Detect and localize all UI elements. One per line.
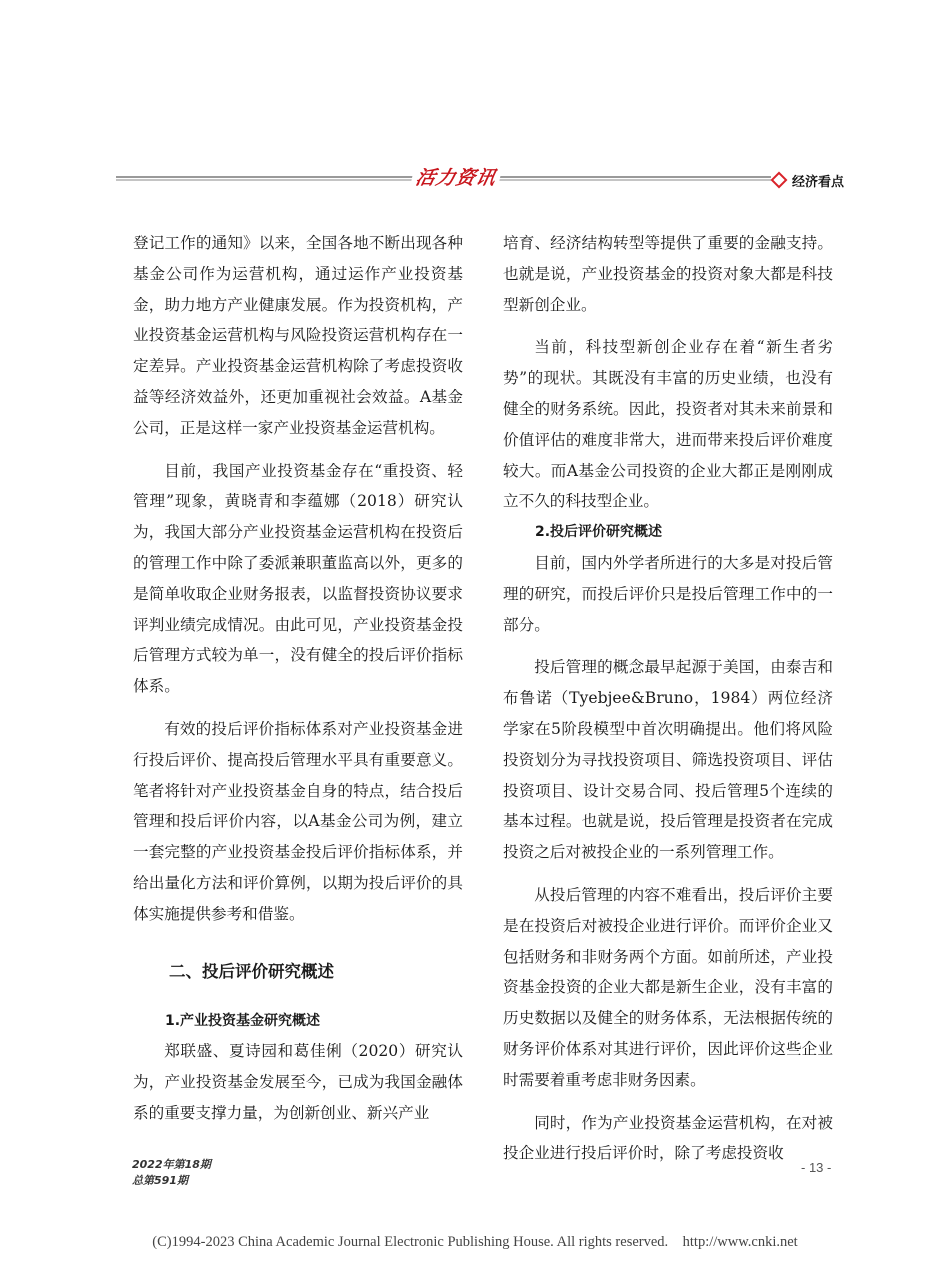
- issue-info: [132, 1157, 211, 1189]
- section-heading: 二、投后评价研究概述: [169, 961, 334, 981]
- copyright-notice: (C)1994-2023 China Academic Journal Electronic Publishing House. All rights reserved. http://www.cnki.net: [152, 1234, 798, 1250]
- paragraph: 投后管理的概念最早起源于美国，由泰吉和布鲁诺（Tyebjee&Bruno，1984）两位经济学家在5阶段模型中首次明确提出。他们将风险投资划分为寻找投资项目、筛选投资项目、评估投资项目、设计交易合同、投后管理5个连续的基本过程。也就是说，投后管理是投资者在完成投资之后对被投企业的一系列管理工作。: [503, 658, 833, 862]
- diamond-icon: [771, 172, 788, 189]
- left-column: [133, 228, 463, 1129]
- paragraph: 郑联盛、夏诗园和葛佳俐（2020）研究认为，产业投资基金发展至今，已成为我国金融体系的重要支撑力量，为创新创业、新兴产业: [133, 1042, 463, 1122]
- paragraph: 同时，作为产业投资基金运营机构，在对被投企业进行投后评价时，除了考虑投资收: [503, 1113, 833, 1163]
- paragraph: 当前，科技型新创企业存在着“新生者劣势”的现状。其既没有丰富的历史业绩，也没有健全的财务系统。因此，投资者对其未来前景和价值评估的难度非常大，进而带来投后评价难度较大。而A基金公司投资的企业大都正是刚刚成立不久的科技型企业。: [503, 338, 833, 511]
- paragraph: 目前，我国产业投资基金存在“重投资、轻管理”现象，黄晓青和李蕴娜（2018）研究认为，我国大部分产业投资基金运营机构在投资后的管理工作中除了委派兼职董监高以外，更多的是简单收取企业财务报表，以监督投资协议要求评判业绩完成情况。由此可见，产业投资基金投后管理方式较为单一，没有健全的投后评价指标体系。: [133, 461, 463, 696]
- issue-number: 2022年第18期: [132, 1158, 211, 1171]
- page-number: - 13 -: [801, 1160, 832, 1175]
- paragraph: 目前，国内外学者所进行的大多是对投后管理的研究，而投后评价只是投后管理工作中的一部分。: [503, 553, 833, 634]
- masthead-logo: 活力资讯: [409, 165, 503, 191]
- subsection-heading: 1.产业投资基金研究概述: [165, 1012, 321, 1029]
- paragraph: 培育、经济结构转型等提供了重要的金融支持。也就是说，产业投资基金的投资对象大都是科技型新创企业。: [503, 234, 833, 314]
- paragraph: 从投后管理的内容不难看出，投后评价主要是在投资后对被投企业进行评价。而评价企业又包括财务和非财务两个方面。如前所述，产业投资基金投资的企业大都是新生企业，没有丰富的历史数据以及健全的财务体系，无法根据传统的财务评价体系对其进行评价，因此评价这些企业时需要着重考虑非财务因素。: [503, 885, 833, 1089]
- right-column: [503, 228, 833, 1169]
- paragraph: 登记工作的通知》以来，全国各地不断出现各种基金公司作为运营机构，通过运作产业投资基金，助力地方产业健康发展。作为投资机构，产业投资基金运营机构与风险投资运营机构存在一定差异。产业投资基金运营机构除了考虑投资收益等经济效益外，还更加重视社会效益。A基金公司，正是这样一家产业投资基金运营机构。: [133, 234, 463, 437]
- section-tag: [773, 171, 844, 189]
- subsection-heading: 2.投后评价研究概述: [535, 524, 663, 541]
- paragraph: 有效的投后评价指标体系对产业投资基金进行投后评价、提高投后管理水平具有重要意义。笔者将针对产业投资基金自身的特点，结合投后管理和投后评价内容，以A基金公司为例，建立一套完整的产业投资基金投后评价指标体系，并给出量化方法和评价算例，以期为投后评价的具体实施提供参考和借鉴。: [133, 719, 463, 923]
- total-issue-number: 总第591期: [132, 1174, 188, 1187]
- section-label: 经济看点: [792, 174, 845, 190]
